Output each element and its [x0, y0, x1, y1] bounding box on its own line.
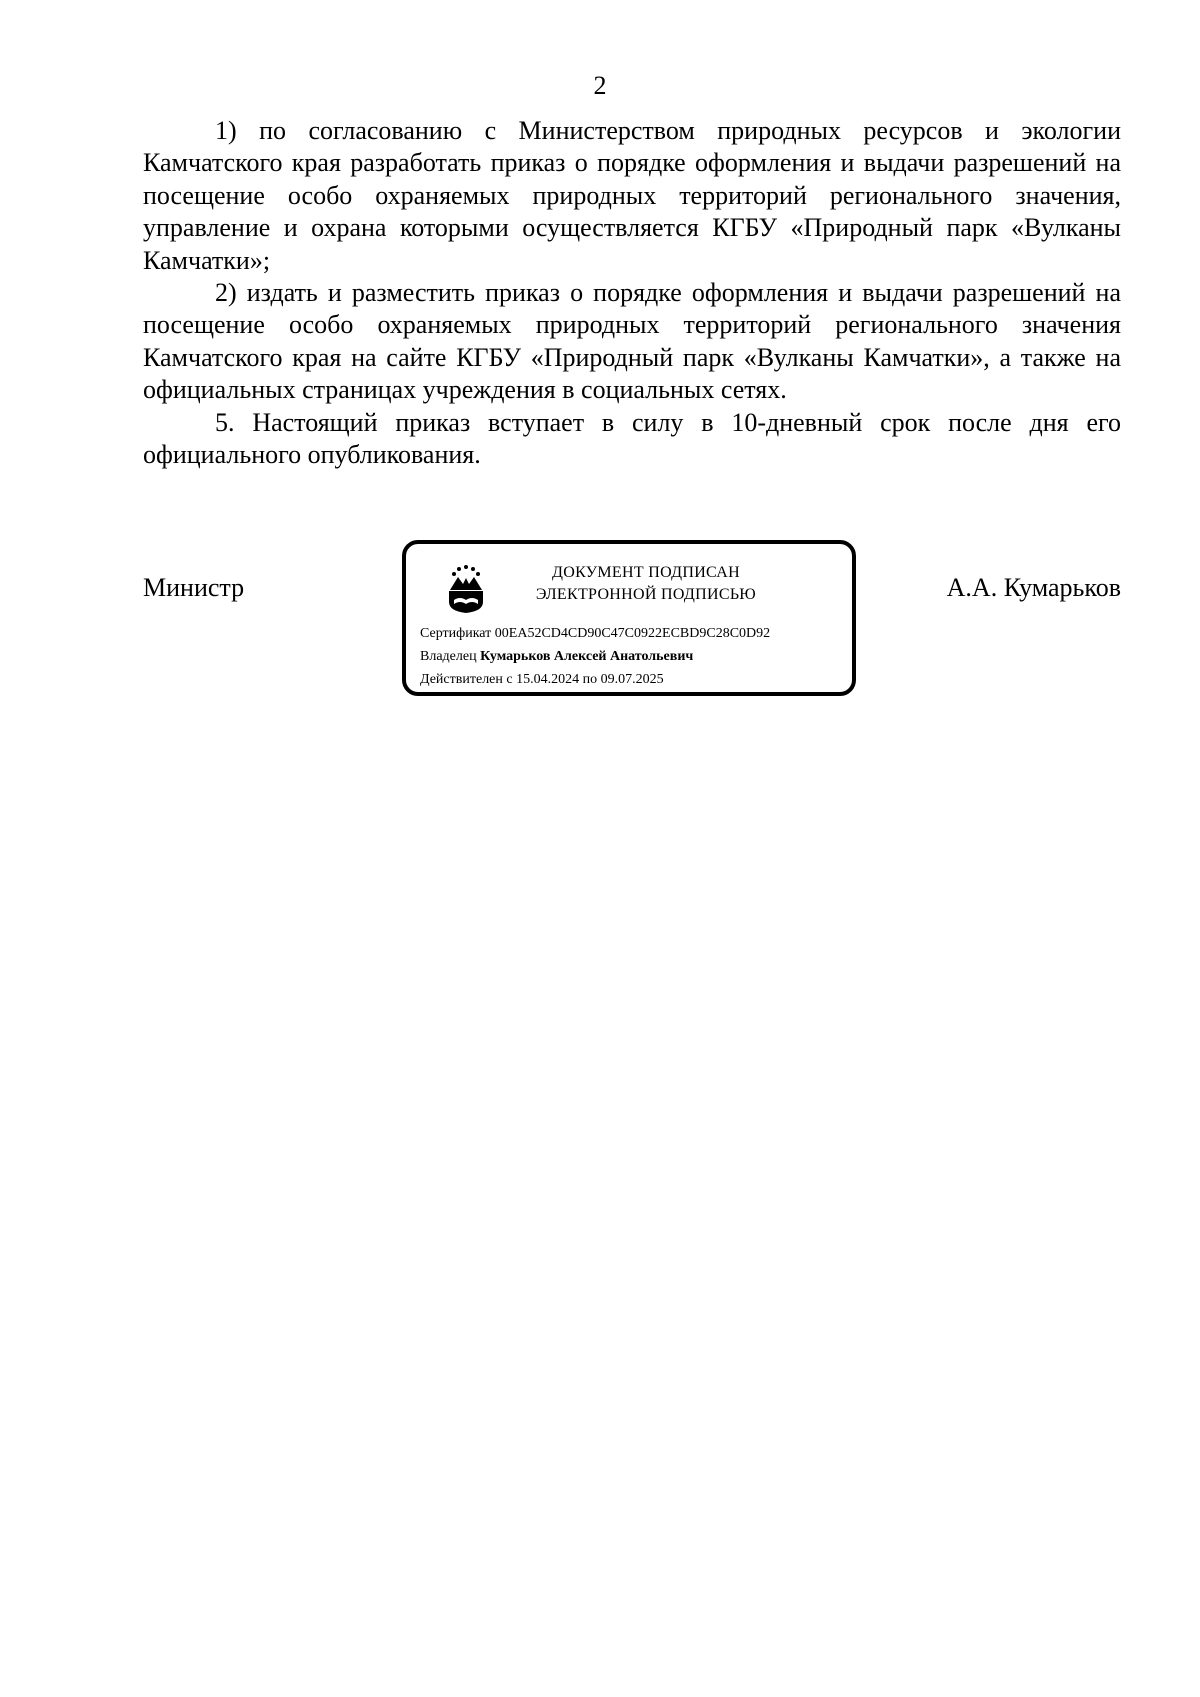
certificate-label: Сертификат	[420, 626, 492, 641]
paragraph-2: 2) издать и разместить приказ о порядке оформления и выдачи разрешений на посещение особо охраняемых природных территорий регионального значения Камчатского края на сайте КГБУ «Природный парк «Вулканы Камчатки», а также на официальных страницах учреждения в социальных сетях.	[143, 278, 1121, 405]
stamp-heading-line-1: ДОКУМЕНТ ПОДПИСАН	[552, 564, 740, 581]
valid-label: Действителен	[420, 672, 503, 687]
valid-from-date: 15.04.2024	[516, 672, 580, 687]
owner-value: Кумарьков Алексей Анатольевич	[480, 649, 694, 664]
paragraph-5: 5. Настоящий приказ вступает в силу в 10-дневный срок после дня его официального опубликования.	[143, 407, 1121, 470]
electronic-signature-stamp	[402, 540, 856, 696]
stamp-owner-line	[420, 647, 693, 667]
signatory-name: А.А. Кумарьков	[946, 573, 1121, 602]
stamp-heading-line-2: ЭЛЕКТРОННОЙ ПОДПИСЬЮ	[535, 586, 757, 603]
document-body	[143, 115, 1121, 471]
certificate-value: 00EA52CD4CD90C47C0922ECBD9C28C0D92	[494, 626, 771, 641]
kamchatka-coat-of-arms-icon	[446, 564, 486, 614]
stamp-certificate-line	[420, 624, 770, 644]
owner-label: Владелец	[420, 649, 477, 664]
valid-to-date: 09.07.2025	[600, 672, 664, 687]
paragraph-1: 1) по согласованию с Министерством природных ресурсов и экологии Камчатского края разработать приказ о порядке оформления и выдачи разрешений на посещение особо охраняемых природных территорий регионального значения, управление и охрана которыми осуществляется КГБУ «Природный парк «Вулканы Камчатки»;	[143, 116, 1121, 275]
page-number: 2	[593, 71, 607, 100]
stamp-heading	[506, 562, 786, 606]
valid-from-label: с	[506, 672, 513, 687]
stamp-validity-line	[420, 670, 664, 690]
valid-to-label: по	[582, 672, 598, 687]
signatory-title: Министр	[143, 573, 245, 602]
